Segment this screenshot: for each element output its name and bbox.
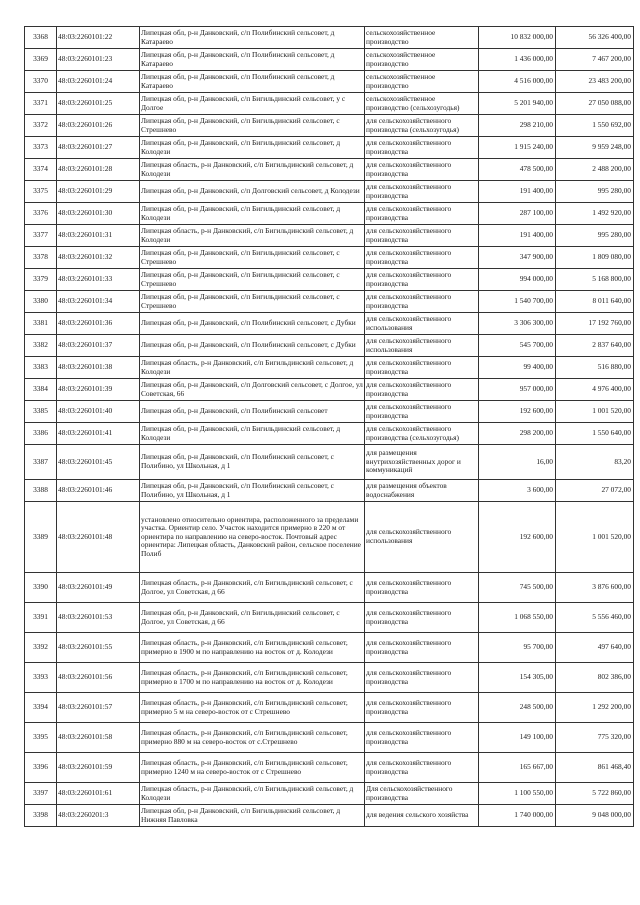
cadastral-number-cell: 48:03:2260101:30 [57,203,140,225]
address-cell: Липецкая обл, р-н Данковский, с/п Полибинский сельсовет, д Катараево [140,71,365,93]
table-row [25,603,634,633]
address-cell: Липецкая обл, р-н Данковский, с/п Полибинский сельсовет, с Дубки [140,335,365,357]
permitted-use-cell: для сельскохозяйственного производства [365,181,479,203]
cadastral-number-cell: 48:03:2260101:38 [57,357,140,379]
cadastral-number-cell: 48:03:2260101:27 [57,137,140,159]
area-cell: 994 000,00 [479,269,556,291]
cadastral-value-cell: 56 326 400,00 [556,27,634,49]
permitted-use-cell: для сельскохозяйственного производства [365,203,479,225]
row-number-cell: 3380 [25,291,57,313]
address-cell: Липецкая обл, р-н Данковский, с/п Бигильдинский сельсовет, с Стрешнево [140,269,365,291]
table-row [25,27,634,49]
row-number-cell: 3372 [25,115,57,137]
row-number-cell: 3395 [25,723,57,753]
cadastral-value-cell: 4 976 400,00 [556,379,634,401]
cadastral-number-cell: 48:03:2260101:28 [57,159,140,181]
permitted-use-cell: для сельскохозяйственного производства [365,247,479,269]
area-cell: 545 700,00 [479,335,556,357]
address-cell: Липецкая обл, р-н Данковский, с/п Бигильдинский сельсовет, д Нижняя Павловка [140,805,365,827]
row-number-cell: 3392 [25,633,57,663]
area-cell: 16,00 [479,445,556,480]
cadastral-number-cell: 48:03:2260101:32 [57,247,140,269]
permitted-use-cell: для сельскохозяйственного производства (сельхозугодья) [365,115,479,137]
row-number-cell: 3377 [25,225,57,247]
permitted-use-cell: для сельскохозяйственного производства (сельхозугодья) [365,423,479,445]
permitted-use-cell: для сельскохозяйственного производства [365,357,479,379]
area-cell: 298 200,00 [479,423,556,445]
row-number-cell: 3388 [25,480,57,502]
cadastral-value-cell: 861 468,40 [556,753,634,783]
cadastral-number-cell: 48:03:2260101:40 [57,401,140,423]
cadastral-value-cell: 2 488 200,00 [556,159,634,181]
table-row [25,693,634,723]
address-cell: Липецкая обл, р-н Данковский, с/п Бигильдинский сельсовет, с Стрешнево [140,115,365,137]
area-cell: 95 700,00 [479,633,556,663]
row-number-cell: 3385 [25,401,57,423]
row-number-cell: 3381 [25,313,57,335]
cadastral-value-cell: 1 001 520,00 [556,401,634,423]
table-row [25,805,634,827]
row-number-cell: 3370 [25,71,57,93]
cadastral-value-cell: 5 722 860,00 [556,783,634,805]
table-row [25,445,634,480]
address-cell: Липецкая обл, р-н Данковский, с/п Бигильдинский сельсовет, с Стрешнево [140,247,365,269]
area-cell: 165 667,00 [479,753,556,783]
area-cell: 149 100,00 [479,723,556,753]
row-number-cell: 3369 [25,49,57,71]
cadastral-value-cell: 27 072,00 [556,480,634,502]
address-cell: Липецкая обл, р-н Данковский, с/п Долговский сельсовет, д Колодези [140,181,365,203]
table-row [25,357,634,379]
cadastral-value-cell: 7 467 200,00 [556,49,634,71]
table-row [25,379,634,401]
address-cell: Липецкая область, р-н Данковский, с/п Бигильдинский сельсовет, д Колодези [140,225,365,247]
table-row [25,723,634,753]
area-cell: 1 740 000,00 [479,805,556,827]
address-cell: Липецкая область, р-н Данковский, с/п Бигильдинский сельсовет, примерно в 1700 м по направлению на восток от д. Колодези [140,663,365,693]
table-row [25,115,634,137]
row-number-cell: 3379 [25,269,57,291]
cadastral-value-cell: 1 492 920,00 [556,203,634,225]
table-row [25,71,634,93]
table-row [25,633,634,663]
cadastral-number-cell: 48:03:2260101:48 [57,502,140,573]
cadastral-value-cell: 995 280,00 [556,181,634,203]
cadastral-number-cell: 48:03:2260101:24 [57,71,140,93]
row-number-cell: 3378 [25,247,57,269]
table-row [25,291,634,313]
cadastral-value-cell: 9 048 000,00 [556,805,634,827]
table-row [25,225,634,247]
area-cell: 1 068 550,00 [479,603,556,633]
permitted-use-cell: для размещения объектов водоснабжения [365,480,479,502]
permitted-use-cell: для сельскохозяйственного производства [365,573,479,603]
permitted-use-cell: для сельскохозяйственного производства [365,693,479,723]
cadastral-number-cell: 48:03:2260101:36 [57,313,140,335]
permitted-use-cell: для сельскохозяйственного производства [365,225,479,247]
table-row [25,313,634,335]
permitted-use-cell: для сельскохозяйственного производства [365,753,479,783]
cadastral-value-cell: 9 959 248,00 [556,137,634,159]
permitted-use-cell: для сельскохозяйственного использования [365,502,479,573]
cadastral-value-cell: 83,20 [556,445,634,480]
permitted-use-cell: для сельскохозяйственного производства [365,269,479,291]
table-row [25,753,634,783]
table-row [25,137,634,159]
cadastral-value-cell: 5 168 800,00 [556,269,634,291]
area-cell: 3 306 300,00 [479,313,556,335]
cadastral-number-cell: 48:03:2260101:59 [57,753,140,783]
cadastral-number-cell: 48:03:2260101:23 [57,49,140,71]
cadastral-number-cell: 48:03:2260201:3 [57,805,140,827]
permitted-use-cell: для ведения сельского хозяйства [365,805,479,827]
address-cell: установлено относительно ориентира, расположенного за пределами участка. Ориентир село. Участок находится примерно в 220 м от ориентира по направлению на северо-восток. Почтовый адрес ориентира: Липецкая область, Данковский район, сельское поселение Полиб [140,502,365,573]
row-number-cell: 3390 [25,573,57,603]
address-cell: Липецкая область, р-н Данковский, с/п Бигильдинский сельсовет, д Колодези [140,159,365,181]
row-number-cell: 3375 [25,181,57,203]
permitted-use-cell: для сельскохозяйственного производства [365,159,479,181]
table-row [25,502,634,573]
row-number-cell: 3387 [25,445,57,480]
address-cell: Липецкая обл, р-н Данковский, с/п Долговский сельсовет, с Долгое, ул Советская, 66 [140,379,365,401]
table-row [25,181,634,203]
area-cell: 5 201 940,00 [479,93,556,115]
address-cell: Липецкая область, р-н Данковский, с/п Бигильдинский сельсовет, примерно в 1900 м по направлению на восток от д. Колодези [140,633,365,663]
permitted-use-cell: сельскохозяйственное производство [365,71,479,93]
row-number-cell: 3396 [25,753,57,783]
row-number-cell: 3383 [25,357,57,379]
cadastral-value-cell: 8 011 640,00 [556,291,634,313]
cadastral-number-cell: 48:03:2260101:22 [57,27,140,49]
address-cell: Липецкая область, р-н Данковский, с/п Бигильдинский сельсовет, д Колодези [140,783,365,805]
permitted-use-cell: для сельскохозяйственного производства [365,291,479,313]
permitted-use-cell: для сельскохозяйственного производства [365,723,479,753]
permitted-use-cell: Для сельскохозяйственного производства [365,783,479,805]
row-number-cell: 3398 [25,805,57,827]
address-cell: Липецкая обл, р-н Данковский, с/п Бигильдинский сельсовет, с Стрешнево [140,291,365,313]
address-cell: Липецкая обл, р-н Данковский, с/п Бигильдинский сельсовет, д Колодези [140,423,365,445]
row-number-cell: 3373 [25,137,57,159]
row-number-cell: 3394 [25,693,57,723]
cadastral-value-cell: 775 320,00 [556,723,634,753]
cadastral-value-cell: 995 280,00 [556,225,634,247]
permitted-use-cell: для сельскохозяйственного производства [365,633,479,663]
cadastral-number-cell: 48:03:2260101:61 [57,783,140,805]
area-cell: 10 832 000,00 [479,27,556,49]
cadastral-number-cell: 48:03:2260101:39 [57,379,140,401]
cadastral-number-cell: 48:03:2260101:29 [57,181,140,203]
address-cell: Липецкая обл, р-н Данковский, с/п Полибинский сельсовет, д Катараево [140,49,365,71]
address-cell: Липецкая обл, р-н Данковский, с/п Бигильдинский сельсовет, с Долгое, ул Советская, д 66 [140,603,365,633]
cadastral-value-cell: 497 640,00 [556,633,634,663]
address-cell: Липецкая область, р-н Данковский, с/п Бигильдинский сельсовет, д Колодези [140,357,365,379]
row-number-cell: 3393 [25,663,57,693]
table-row [25,335,634,357]
area-cell: 1 100 550,00 [479,783,556,805]
table-row [25,159,634,181]
cadastral-value-cell: 27 050 088,00 [556,93,634,115]
area-cell: 1 436 000,00 [479,49,556,71]
area-cell: 745 500,00 [479,573,556,603]
table-row [25,663,634,693]
table-row [25,93,634,115]
row-number-cell: 3382 [25,335,57,357]
address-cell: Липецкая обл, р-н Данковский, с/п Полибинский сельсовет, с Полибино, ул Школьная, д 1 [140,480,365,502]
address-cell: Липецкая область, р-н Данковский, с/п Бигильдинский сельсовет, примерно 1240 м на северо-восток от с Стрешнево [140,753,365,783]
area-cell: 287 100,00 [479,203,556,225]
cadastral-number-cell: 48:03:2260101:34 [57,291,140,313]
area-cell: 191 400,00 [479,225,556,247]
cadastral-value-cell: 2 837 640,00 [556,335,634,357]
area-cell: 248 500,00 [479,693,556,723]
table-row [25,401,634,423]
area-cell: 99 400,00 [479,357,556,379]
area-cell: 192 600,00 [479,502,556,573]
area-cell: 478 500,00 [479,159,556,181]
cadastral-value-cell: 3 876 600,00 [556,573,634,603]
cadastral-number-cell: 48:03:2260101:26 [57,115,140,137]
permitted-use-cell: сельскохозяйственное производство (сельхозугодья) [365,93,479,115]
cadastral-number-cell: 48:03:2260101:31 [57,225,140,247]
cadastral-value-cell: 1 292 200,00 [556,693,634,723]
row-number-cell: 3389 [25,502,57,573]
address-cell: Липецкая обл, р-н Данковский, с/п Полибинский сельсовет, д Катараево [140,27,365,49]
area-cell: 3 600,00 [479,480,556,502]
cadastral-number-cell: 48:03:2260101:58 [57,723,140,753]
cadastral-value-cell: 1 809 080,00 [556,247,634,269]
permitted-use-cell: для размещения внутрихозяйственных дорог и коммуникаций [365,445,479,480]
cadastral-number-cell: 48:03:2260101:46 [57,480,140,502]
address-cell: Липецкая обл, р-н Данковский, с/п Полибинский сельсовет [140,401,365,423]
row-number-cell: 3376 [25,203,57,225]
permitted-use-cell: для сельскохозяйственного производства [365,379,479,401]
address-cell: Липецкая обл, р-н Данковский, с/п Бигильдинский сельсовет, д Колодези [140,203,365,225]
cadastral-value-cell: 516 880,00 [556,357,634,379]
address-cell: Липецкая область, р-н Данковский, с/п Бигильдинский сельсовет, с Долгое, ул Советская, д 66 [140,573,365,603]
cadastral-number-cell: 48:03:2260101:55 [57,633,140,663]
table-row [25,573,634,603]
area-cell: 191 400,00 [479,181,556,203]
table-row [25,49,634,71]
permitted-use-cell: для сельскохозяйственного использования [365,313,479,335]
cadastral-number-cell: 48:03:2260101:37 [57,335,140,357]
address-cell: Липецкая обл, р-н Данковский, с/п Полибинский сельсовет, с Дубки [140,313,365,335]
row-number-cell: 3374 [25,159,57,181]
address-cell: Липецкая область, р-н Данковский, с/п Бигильдинский сельсовет, примерно 880 м на северо-восток от с.Стрешнево [140,723,365,753]
cadastral-number-cell: 48:03:2260101:45 [57,445,140,480]
cadastral-number-cell: 48:03:2260101:41 [57,423,140,445]
address-cell: Липецкая обл, р-н Данковский, с/п Бигильдинский сельсовет, д Колодези [140,137,365,159]
cadastral-value-cell: 5 556 460,00 [556,603,634,633]
permitted-use-cell: для сельскохозяйственного использования [365,335,479,357]
table-row [25,423,634,445]
permitted-use-cell: для сельскохозяйственного производства [365,603,479,633]
permitted-use-cell: для сельскохозяйственного производства [365,663,479,693]
table-row [25,269,634,291]
row-number-cell: 3368 [25,27,57,49]
table-row [25,203,634,225]
permitted-use-cell: сельскохозяйственное производство [365,49,479,71]
table-row [25,480,634,502]
address-cell: Липецкая обл, р-н Данковский, с/п Бигильдинский сельсовет, у с Долгое [140,93,365,115]
area-cell: 298 210,00 [479,115,556,137]
cadastral-number-cell: 48:03:2260101:56 [57,663,140,693]
cadastral-value-cell: 1 550 692,00 [556,115,634,137]
address-cell: Липецкая обл, р-н Данковский, с/п Полибинский сельсовет, с Полибино, ул Школьная, д 1 [140,445,365,480]
cadastral-number-cell: 48:03:2260101:53 [57,603,140,633]
permitted-use-cell: для сельскохозяйственного производства [365,137,479,159]
row-number-cell: 3384 [25,379,57,401]
area-cell: 1 915 240,00 [479,137,556,159]
row-number-cell: 3386 [25,423,57,445]
cadastral-number-cell: 48:03:2260101:57 [57,693,140,723]
table-row [25,247,634,269]
row-number-cell: 3371 [25,93,57,115]
row-number-cell: 3391 [25,603,57,633]
permitted-use-cell: сельскохозяйственное производство [365,27,479,49]
cadastral-value-cell: 1 550 640,00 [556,423,634,445]
cadastral-value-cell: 1 001 520,00 [556,502,634,573]
cadastral-number-cell: 48:03:2260101:49 [57,573,140,603]
cadastral-number-cell: 48:03:2260101:33 [57,269,140,291]
row-number-cell: 3397 [25,783,57,805]
cadastral-value-cell: 17 192 760,00 [556,313,634,335]
cadastral-number-cell: 48:03:2260101:25 [57,93,140,115]
address-cell: Липецкая область, р-н Данковский, с/п Бигильдинский сельсовет, примерно 5 м на северо-восток от с Стрешнево [140,693,365,723]
cadastral-value-cell: 802 386,00 [556,663,634,693]
cadastral-value-cell: 23 483 200,00 [556,71,634,93]
area-cell: 347 900,00 [479,247,556,269]
area-cell: 1 540 700,00 [479,291,556,313]
area-cell: 154 305,00 [479,663,556,693]
cadastral-value-table [24,26,634,827]
table-body [25,27,634,827]
area-cell: 192 600,00 [479,401,556,423]
table-row [25,783,634,805]
area-cell: 4 516 000,00 [479,71,556,93]
permitted-use-cell: для сельскохозяйственного производства [365,401,479,423]
area-cell: 957 000,00 [479,379,556,401]
